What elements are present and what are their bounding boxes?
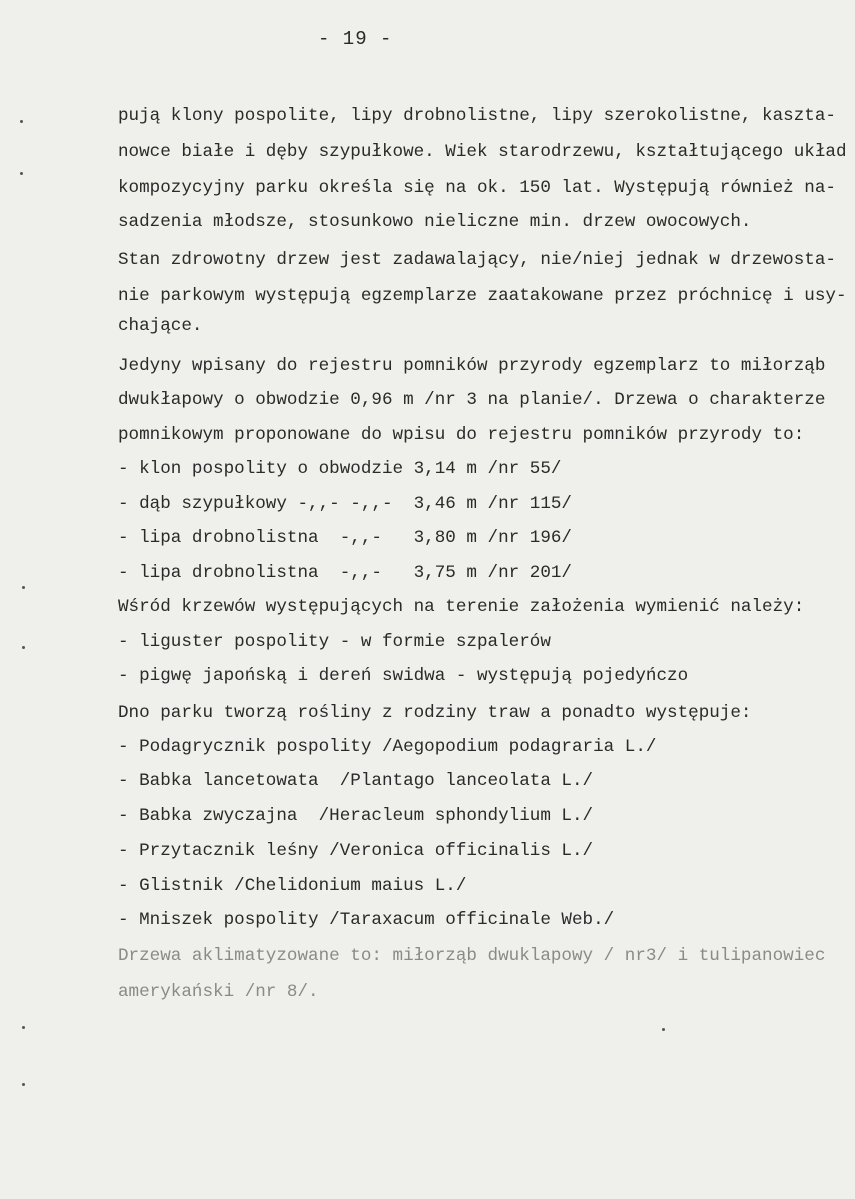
list-item: - klon pospolity o obwodzie 3,14 m /nr 55/	[118, 459, 562, 479]
text-line: Drzewa aklimatyzowane to: miłorząb dwuklapowy / nr3/ i tulipanowiec	[118, 946, 826, 966]
scan-speck	[22, 1026, 25, 1029]
text-line: Stan zdrowotny drzew jest zadawalający, nie/niej jednak w drzewosta-	[118, 250, 836, 270]
list-item: - pigwę japońską i dereń swidwa - występują pojedyńczo	[118, 666, 689, 686]
list-item: - Przytacznik leśny /Veronica officinalis L./	[118, 841, 594, 861]
scan-speck	[22, 1083, 25, 1086]
list-item: - Babka lancetowata /Plantago lanceolata L./	[118, 771, 594, 791]
scan-speck	[22, 586, 25, 589]
text-line: kompozycyjny parku określa się na ok. 150 lat. Występują również na-	[118, 178, 836, 198]
scan-speck	[20, 120, 23, 123]
text-line: nie parkowym występują egzemplarze zaatakowane przez próchnicę i usy-	[118, 286, 847, 306]
text-line: pomnikowym proponowane do wpisu do rejestru pomników przyrody to:	[118, 425, 805, 445]
text-line: pują klony pospolite, lipy drobnolistne, lipy szerokolistne, kaszta-	[118, 106, 836, 126]
page-number: - 19 -	[318, 28, 393, 50]
scan-speck	[20, 172, 23, 175]
text-line: amerykański /nr 8/.	[118, 982, 319, 1002]
list-item: - Glistnik /Chelidonium maius L./	[118, 876, 467, 896]
list-item: - lipa drobnolistna -,,- 3,75 m /nr 201/	[118, 563, 572, 583]
list-item: - lipa drobnolistna -,,- 3,80 m /nr 196/	[118, 528, 572, 548]
text-line: Wśród krzewów występujących na terenie założenia wymienić należy:	[118, 597, 805, 617]
list-item: - Mniszek pospolity /Taraxacum officinale Web./	[118, 910, 615, 930]
text-line: Jedyny wpisany do rejestru pomników przyrody egzemplarz to miłorząb	[118, 356, 826, 376]
list-item: - liguster pospolity - w formie szpalerów	[118, 632, 551, 652]
scan-speck	[22, 646, 25, 649]
scan-speck	[662, 1028, 665, 1031]
text-line: dwukłapowy o obwodzie 0,96 m /nr 3 na planie/. Drzewa o charakterze	[118, 390, 826, 410]
list-item: - dąb szypułkowy -,,- -,,- 3,46 m /nr 115/	[118, 494, 572, 514]
text-line: sadzenia młodsze, stosunkowo nieliczne min. drzew owocowych.	[118, 212, 752, 232]
text-line: nowce białe i dęby szypułkowe. Wiek starodrzewu, kształtującego układ	[118, 142, 847, 162]
list-item: - Babka zwyczajna /Heracleum sphondylium L./	[118, 806, 594, 826]
text-line: Dno parku tworzą rośliny z rodziny traw a ponadto występuje:	[118, 703, 752, 723]
list-item: - Podagrycznik pospolity /Aegopodium podagraria L./	[118, 737, 657, 757]
text-line: chające.	[118, 316, 203, 336]
